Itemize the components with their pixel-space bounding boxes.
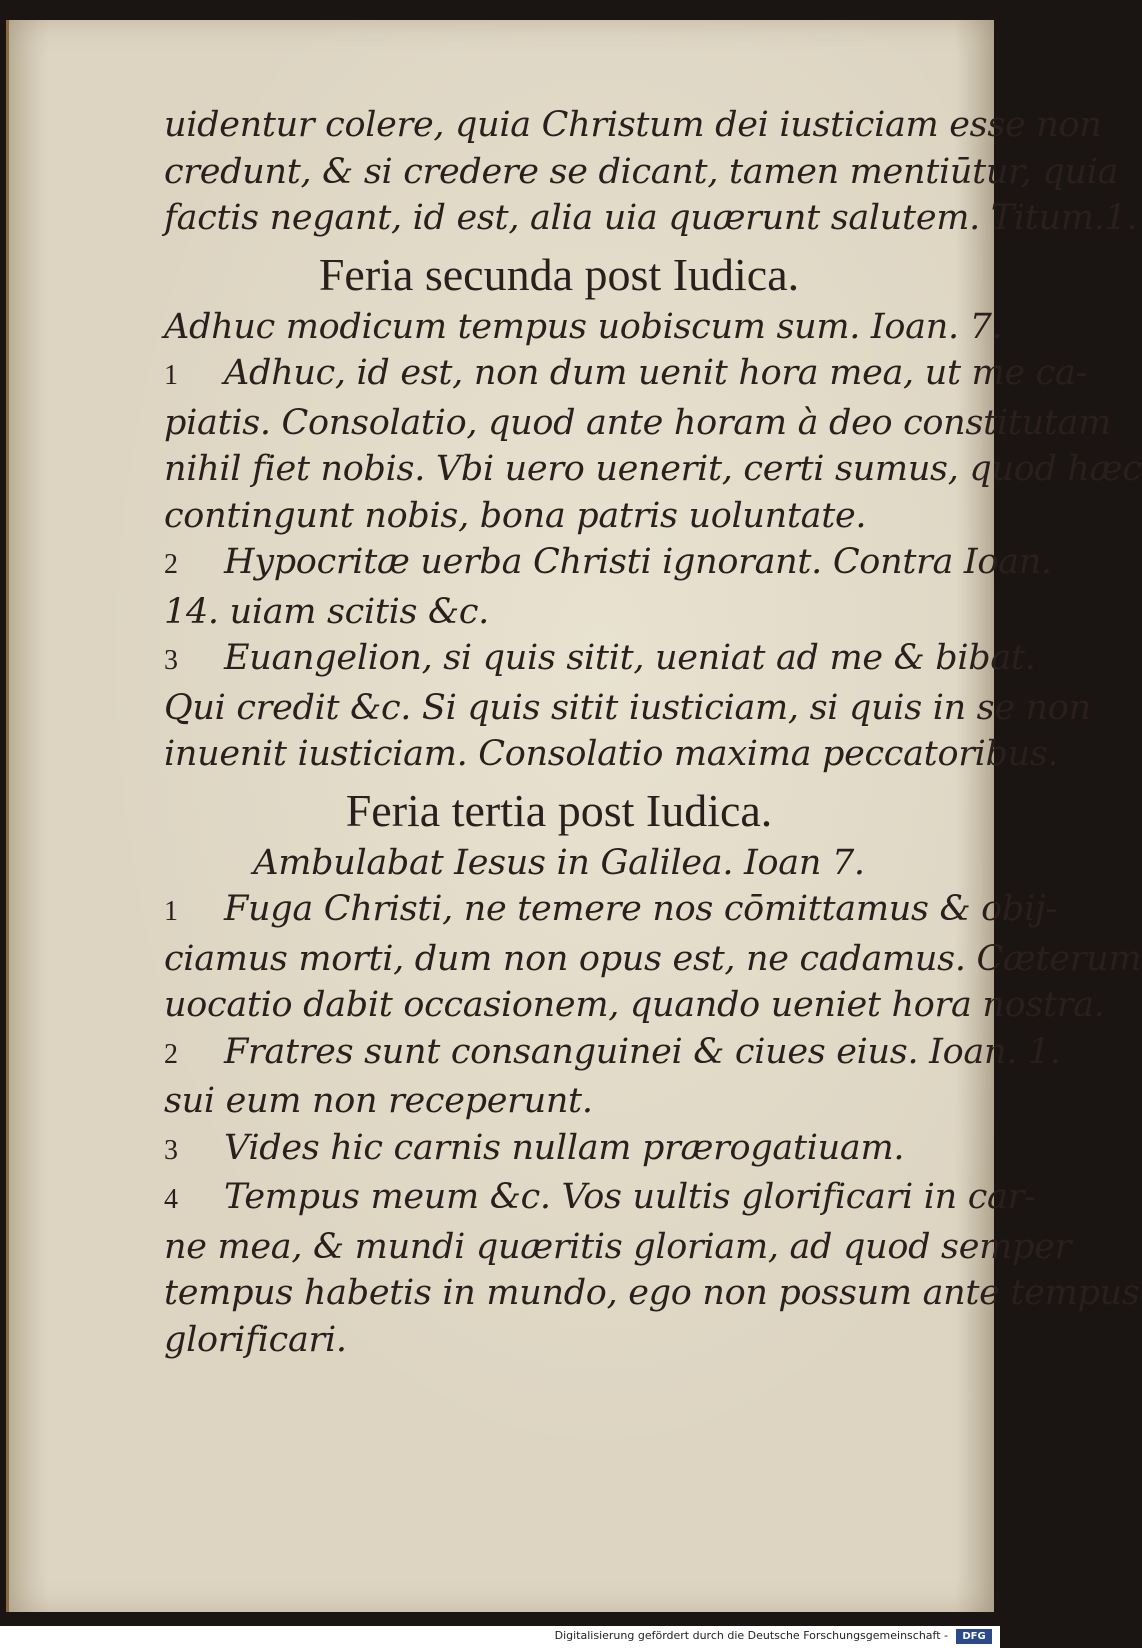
item-number: 3 [164, 1134, 178, 1166]
book-page [6, 20, 1142, 1612]
text-line: inuenit iusticiam. Consolatio maxima peccatoribus. [164, 734, 1059, 774]
numbered-line [164, 1029, 1061, 1079]
item-number: 1 [164, 896, 178, 927]
text-line: 14. uiam scitis &c. [164, 591, 489, 632]
item-number: 1 [164, 360, 178, 391]
dfg-logo-icon: DFG [956, 1629, 992, 1644]
item-text: Fuga Christi, ne temere nos cōmittamus & obij- [224, 889, 1057, 929]
text-line: factis negant, id est, alia uia quærunt salutem. Titum.1. [164, 198, 1138, 238]
text-line: glorificari. [164, 1319, 347, 1360]
item-text: Hypocritæ uerba Christi ignorant. Contra Ioan. [224, 542, 1052, 582]
item-number: 4 [164, 1184, 178, 1215]
text-line: uocatio dabit occasionem, quando ueniet hora nostra. [164, 985, 1105, 1025]
item-text: Vides hic carnis nullam prærogatiuam. [224, 1127, 905, 1168]
item-number: 2 [164, 1038, 178, 1070]
item-number: 3 [164, 645, 178, 676]
text-line: nihil fiet nobis. Vbi uero uenerit, certi sumus, quod hæc [164, 449, 1142, 489]
text-line: credunt, & si credere se dicant, tamen mentiūtur, quia [164, 151, 1119, 192]
text-line: sui eum non receperunt. [164, 1081, 593, 1121]
text-line: tempus habetis in mundo, ego non possum ante tempus [164, 1273, 1140, 1313]
section-heading: Feria secunda post Iudica. [318, 248, 800, 300]
item-text: Tempus meum &c. Vos uultis glorificari in car- [224, 1177, 1036, 1217]
item-text: Fratres sunt consanguinei & ciues eius. Ioan. 1. [224, 1031, 1061, 1072]
text-line: Qui credit &c. Si quis sitit iusticiam, si quis in se non [164, 687, 1091, 728]
numbered-line [164, 886, 1057, 936]
numbered-line [164, 1174, 1036, 1224]
section-subheading: Adhuc modicum tempus uobiscum sum. Ioan. 7. [164, 306, 1003, 347]
text-line: uidentur colere, quia Christum dei iusticiam esse non [164, 105, 1102, 145]
numbered-line [164, 1125, 954, 1175]
numbered-line [164, 350, 1088, 400]
numbered-line [164, 539, 1052, 589]
funding-notice: Digitalisierung gefördert durch die Deutsche Forschungsgemeinschaft - [554, 1629, 948, 1642]
text-line: piatis. Consolatio, quod ante horam à deo constitutam [164, 402, 1111, 443]
page-text [164, 102, 1142, 1363]
section-heading: Feria tertia post Iudica. [345, 784, 773, 836]
text-line: ne mea, & mundi quæritis gloriam, ad quod semper [164, 1226, 1071, 1267]
text-line: contingunt nobis, bona patris uoluntate. [164, 495, 867, 536]
numbered-line [164, 635, 1036, 685]
section-subheading: Ambulabat Iesus in Galilea. Ioan 7. [253, 842, 865, 883]
item-text: Adhuc, id est, non dum uenit hora mea, ut me ca- [224, 353, 1088, 393]
item-number: 2 [164, 549, 178, 580]
item-text: Euangelion, si quis sitit, ueniat ad me & bibat. [224, 638, 1036, 678]
text-line: ciamus morti, dum non opus est, ne cadamus. Cæterum [164, 938, 1142, 979]
